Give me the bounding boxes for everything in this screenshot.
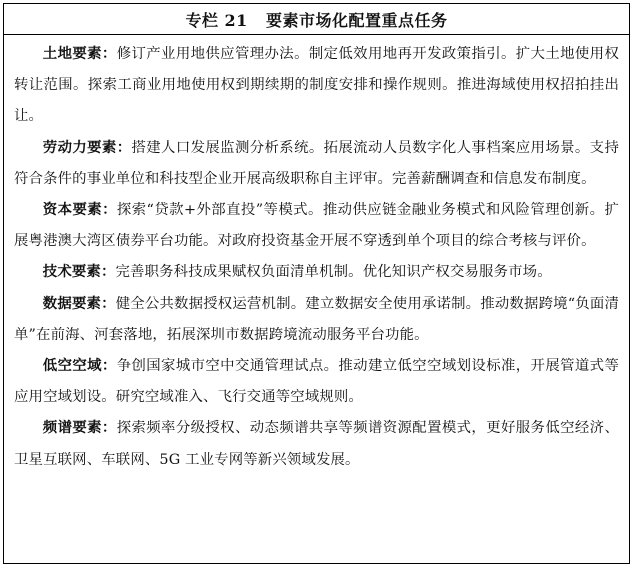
item-text: 探索“贷款+外部直投”等模式。推动供应链金融业务模式和风险管理创新。扩展粤港澳大湾区债券平台功能。对政府投资基金开展不穿透到单个项目的综合考核与评价。 <box>14 202 619 250</box>
column-box <box>3 3 630 564</box>
title-row <box>4 4 629 35</box>
column-title: 专栏 21 要素市场化配置重点任务 <box>185 10 448 30</box>
item-land <box>14 39 619 133</box>
item-label: 资本要素： <box>42 202 117 219</box>
item-spectrum <box>14 413 619 475</box>
item-text: 争创国家城市空中交通管理试点。推动建立低空空域划设标准，开展管道式等应用空域划设。研究空域准入、飞行交通等空域规则。 <box>14 358 619 406</box>
item-low-altitude <box>14 351 619 413</box>
item-text: 完善职务科技成果赋权负面清单机制。优化知识产权交易服务市场。 <box>115 264 552 281</box>
item-label: 土地要素： <box>42 46 117 62</box>
item-label: 数据要素： <box>42 295 116 312</box>
item-label: 劳动力要素： <box>42 139 132 156</box>
item-text: 修订产业用地供应管理办法。制定低效用地再开发政策指引。扩大土地使用权转让范围。探索工商业用地使用权到期续期的制度安排和操作规则。推进海域使用权招拍挂出让。 <box>14 46 619 125</box>
item-technology <box>14 257 619 288</box>
column-content <box>4 35 629 476</box>
item-data <box>14 289 619 351</box>
item-labor <box>14 133 619 195</box>
item-text: 搭建人口发展监测分析系统。拓展流动人员数字化人事档案应用场景。支持符合条件的事业单位和科技型企业开展高级职称自主评审。完善薪酬调查和信息发布制度。 <box>14 139 619 187</box>
item-label: 技术要素： <box>42 264 116 281</box>
item-label: 频谱要素： <box>42 420 117 437</box>
item-capital <box>14 195 619 257</box>
item-text: 健全公共数据授权运营机制。建立数据安全使用承诺制。推动数据跨境“负面清单”在前海、河套落地，拓展深圳市数据跨境流动服务平台功能。 <box>14 295 619 343</box>
item-label: 低空空域： <box>42 358 117 375</box>
item-text: 探索频率分级授权、动态频谱共享等频谱资源配置模式，更好服务低空经济、卫星互联网、车联网、5G 工业专网等新兴领域发展。 <box>14 420 619 468</box>
